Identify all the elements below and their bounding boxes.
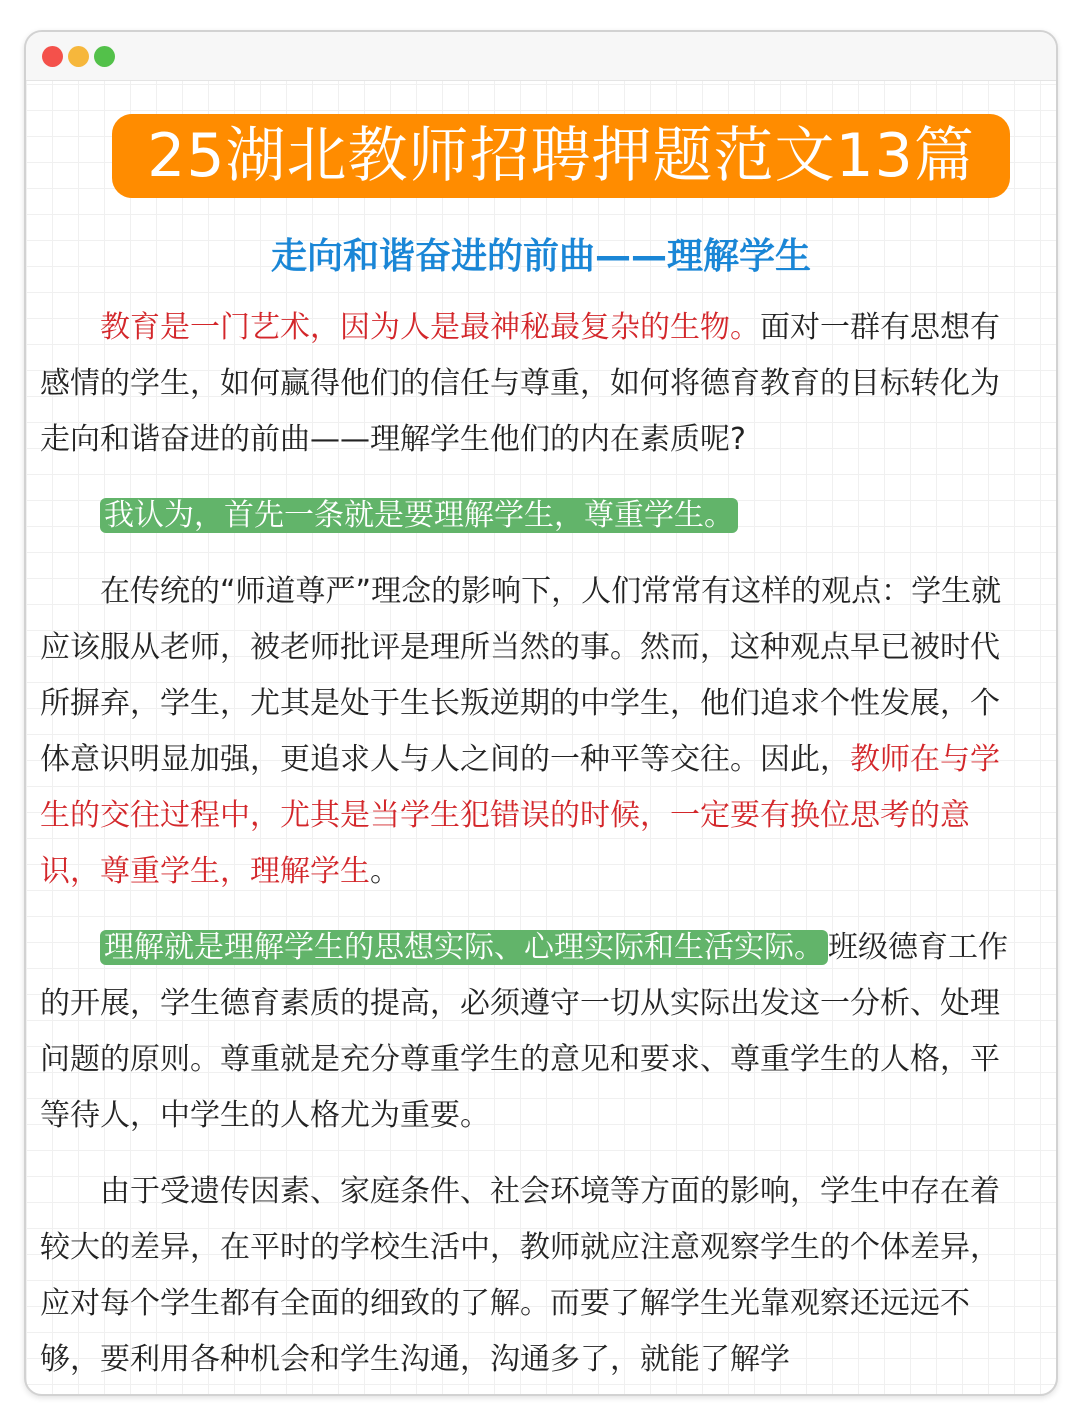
- title-banner: 25湖北教师招聘押题范文13篇: [112, 114, 1010, 198]
- paragraph-4: [40, 920, 1026, 1144]
- maximize-window-icon[interactable]: [94, 46, 115, 67]
- paragraph-5: [40, 1164, 1026, 1388]
- emphasis-text: 教育是一门艺术，因为人是最神秘最复杂的生物。: [100, 310, 760, 345]
- paragraph-text: 在传统的“师道尊严”理念的影响下，人们常常有这样的观点：学生就应该服从老师，被老师批评是理所当然的事。然而，这种观点早已被时代所摒弃，学生，尤其是处于生长叛逆期的中学生，他们追求个性发展，个体意识明显加强，更追求人与人之间的一种平等交往。因此，: [40, 574, 1002, 777]
- article-subtitle: 走向和谐奋进的前曲——理解学生: [270, 236, 811, 277]
- highlighted-text: 理解就是理解学生的思想实际、心理实际和生活实际。: [100, 930, 828, 965]
- window-titlebar: [26, 32, 1056, 81]
- close-window-icon[interactable]: [42, 46, 63, 67]
- article-body: [40, 300, 1026, 1388]
- paragraph-text: 由于受遗传因素、家庭条件、社会环境等方面的影响，学生中存在着较大的差异，在平时的学校生活中，教师就应注意观察学生的个体差异，应对每个学生都有全面的细致的了解。而要了解学生光靠观察还远远不够，要利用各种机会和学生沟通，沟通多了，就能了解学: [40, 1174, 1000, 1377]
- paragraph-3: [40, 564, 1026, 900]
- highlighted-text: 我认为，首先一条就是要理解学生，尊重学生。: [100, 498, 738, 533]
- paragraph-end: 。: [370, 854, 400, 889]
- minimize-window-icon[interactable]: [68, 46, 89, 67]
- paragraph-2: [40, 488, 1026, 544]
- document-window: [24, 30, 1058, 1396]
- paragraph-1: [40, 300, 1026, 468]
- emphasis-text: 教师在与学生的交往过程中，尤其是当学生犯错误的时候，一定要有换位思考的意识，尊重学生，理解学生: [40, 742, 1000, 889]
- paragraph-text: 面对一群有思想有感情的学生，如何赢得他们的信任与尊重，如何将德育教育的目标转化为走向和谐奋进的前曲——理解学生他们的内在素质呢?: [40, 310, 1000, 457]
- paragraph-text: 班级德育工作的开展，学生德育素质的提高，必须遵守一切从实际出发这一分析、处理问题的原则。尊重就是充分尊重学生的意见和要求、尊重学生的人格，平等待人，中学生的人格尤为重要。: [40, 930, 1008, 1133]
